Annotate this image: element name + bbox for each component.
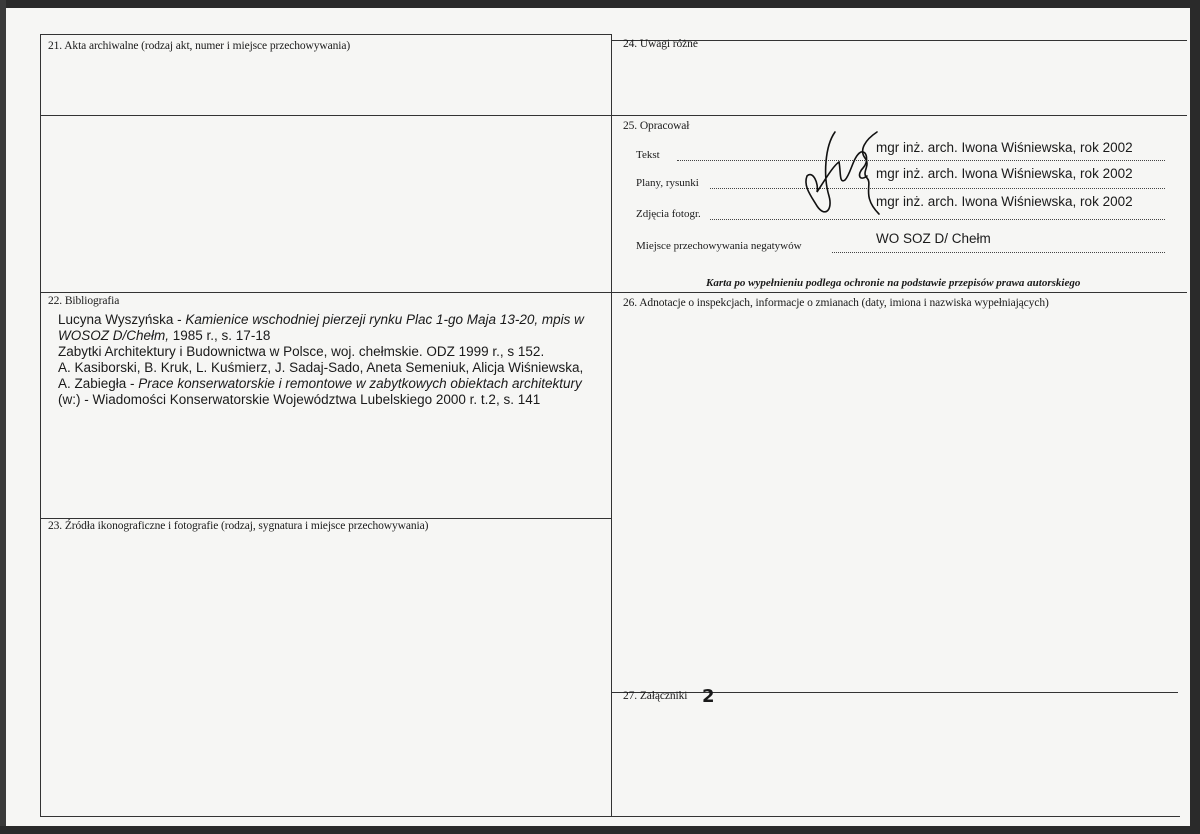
bibliography-entry (58, 360, 598, 408)
section-23-label: 23. Źródła ikonograficzne i fotografie (rodzaj, sygnatura i miejsce przechowywania) (48, 520, 429, 532)
row-label-plany: Plany, rysunki (636, 177, 699, 189)
section-25-label: 25. Opracował (623, 120, 690, 132)
bibliography-rest: Zabytki Architektury i Budownictwa w Polsce, woj. chełmskie. ODZ 1999 r., s 152. (58, 344, 545, 359)
copyright-notice: Karta po wypełnieniu podlega ochronie na podstawie przepisów prawa autorskiego (706, 277, 1081, 289)
row-dots-zdjecia (710, 219, 1165, 220)
bibliography-author: Lucyna Wyszyńska - (58, 312, 186, 327)
row-value-tekst: mgr inż. arch. Iwona Wiśniewska, rok 2002 (876, 140, 1133, 155)
row-dots-tekst (677, 160, 1165, 161)
divider-bottom (40, 816, 1180, 817)
row-label-tekst: Tekst (636, 149, 660, 161)
bibliography-title: Prace konserwatorskie i remontowe w zabytkowych obiektach architektury (138, 376, 582, 391)
row-value-plany: mgr inż. arch. Iwona Wiśniewska, rok 2002 (876, 166, 1133, 181)
section-24-label: 24. Uwagi różne (623, 38, 698, 50)
attachments-count: 2 (702, 686, 715, 707)
bibliography-entry (58, 312, 598, 344)
section-27-label: 27. Załączniki (623, 690, 688, 702)
divider-top-left (40, 34, 612, 35)
scan-edge-bottom (0, 826, 1200, 834)
bibliography-title: Kamienice wschodniej pierzeji rynku Plac 1-go Maja 13-20, mpis w WOSOZ D/Chełm, (58, 312, 584, 343)
bibliography-rest: 1985 r., s. 17-18 (169, 328, 271, 343)
row-dots-negatywy (832, 252, 1165, 253)
scan-edge-left (0, 0, 6, 834)
divider-22-top (40, 292, 1187, 293)
divider-left-edge (40, 34, 41, 816)
bibliography-author: A. Kasiborski, B. Kruk, L. Kuśmierz, J. Sadaj-Sado, Aneta Semeniuk, Alicja Wiśniewska, A. Zabiegła - (58, 360, 584, 391)
bibliography-list (58, 312, 598, 408)
row-value-negatywy: WO SOZ D/ Chełm (876, 231, 991, 246)
row-label-negatywy: Miejsce przechowywania negatywów (636, 240, 802, 252)
row-value-zdjecia: mgr inż. arch. Iwona Wiśniewska, rok 2002 (876, 194, 1133, 209)
divider-27-top (612, 692, 1178, 693)
divider-top-right (612, 40, 1187, 41)
row-dots-plany (710, 188, 1165, 189)
scan-edge-top (0, 0, 1200, 8)
section-21-label: 21. Akta archiwalne (rodzaj akt, numer i miejsce przechowywania) (48, 40, 351, 52)
bibliography-rest: (w:) - Wiadomości Konserwatorskie Województwa Lubelskiego 2000 r. t.2, s. 141 (58, 392, 541, 407)
bibliography-entry (58, 344, 598, 360)
section-26-label: 26. Adnotacje o inspekcjach, informacje o zmianach (daty, imiona i nazwiska wypełniających) (623, 297, 1049, 309)
row-label-zdjecia: Zdjęcia fotogr. (636, 208, 701, 220)
signature-image (795, 126, 885, 226)
divider-23-top (40, 518, 612, 519)
divider-vertical-center (611, 34, 612, 816)
divider-21-bottom (40, 115, 1187, 116)
scan-edge-right (1190, 0, 1200, 834)
section-22-label: 22. Bibliografia (48, 295, 120, 307)
